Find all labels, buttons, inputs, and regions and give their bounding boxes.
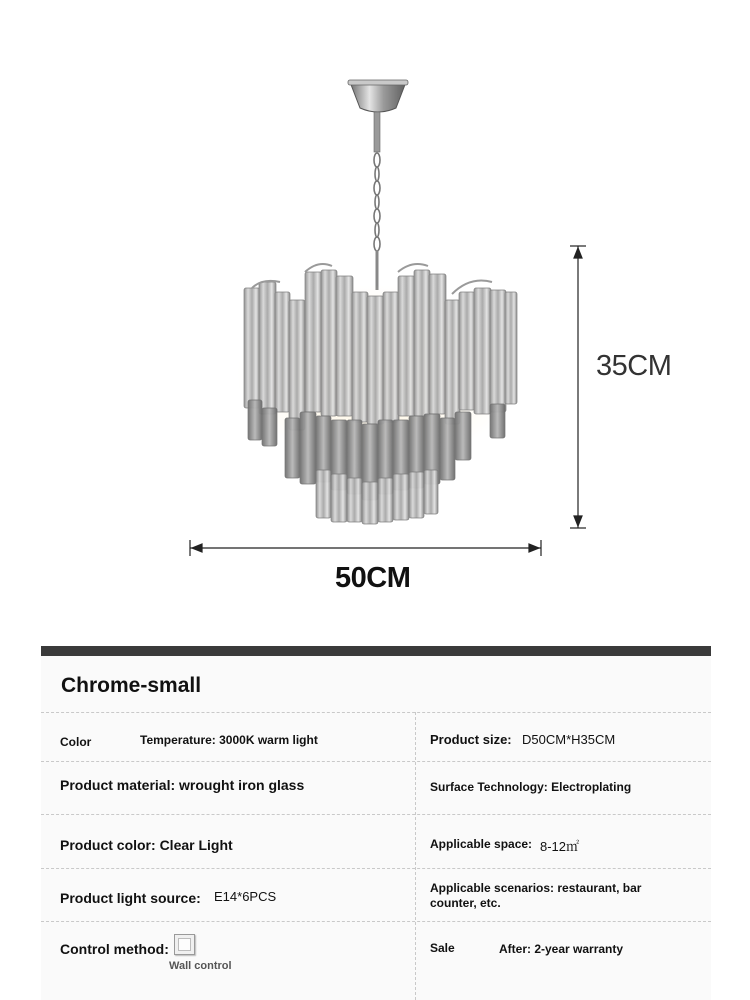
warranty-value: After: 2-year warranty	[499, 942, 624, 956]
surface-technology-spec	[430, 780, 631, 794]
control-method-value: Wall control	[169, 960, 232, 972]
wall-switch-icon	[174, 934, 195, 955]
surface-technology-label: Surface Technology:	[430, 780, 548, 794]
sale-label: Sale	[430, 941, 455, 955]
width-dimension-label: 50CM	[335, 562, 411, 594]
product-size-label: Product size:	[430, 732, 512, 747]
applicable-scenarios-value: restaurant, bar	[557, 881, 642, 895]
hanging-chain	[374, 153, 380, 251]
spec-panel	[41, 646, 711, 1000]
width-dimension-line	[190, 540, 541, 556]
row-divider	[41, 921, 711, 922]
product-color-label: Product color:	[60, 837, 156, 853]
applicable-space-label: Applicable space:	[430, 837, 533, 851]
product-size-value: D50CM*H35CM	[522, 732, 616, 747]
row-divider	[41, 868, 711, 869]
surface-technology-value: Electroplating	[551, 780, 632, 794]
ceiling-canopy	[350, 82, 406, 112]
material-value: wrought iron glass	[179, 777, 305, 793]
panel-title: Chrome-small	[61, 674, 202, 697]
column-divider	[415, 712, 416, 1000]
chandelier	[237, 80, 517, 524]
product-color-value: Clear Light	[159, 837, 233, 853]
applicable-space-value: 8-12㎡	[540, 839, 580, 854]
material-spec	[60, 777, 304, 793]
light-source-value: E14*6PCS	[214, 889, 277, 904]
product-color-spec	[60, 837, 233, 853]
material-label: Product material:	[60, 777, 176, 793]
row-divider	[41, 712, 711, 713]
applicable-scenarios-spec	[430, 881, 641, 911]
panel-top-bar	[41, 646, 711, 656]
color-value: Temperature: 3000K warm light	[140, 733, 318, 747]
canopy-rim	[348, 80, 408, 85]
canopy-stem	[374, 112, 380, 152]
applicable-scenarios-value-line2: counter, etc.	[430, 896, 501, 910]
height-dimension-line	[570, 246, 586, 528]
row-divider	[41, 761, 711, 762]
height-dimension-label: 35CM	[596, 350, 672, 382]
light-source-label: Product light source:	[60, 890, 201, 906]
control-method-label: Control method:	[60, 941, 169, 957]
applicable-scenarios-label: Applicable scenarios:	[430, 881, 555, 895]
color-label: Color	[60, 735, 92, 749]
row-divider	[41, 814, 711, 815]
